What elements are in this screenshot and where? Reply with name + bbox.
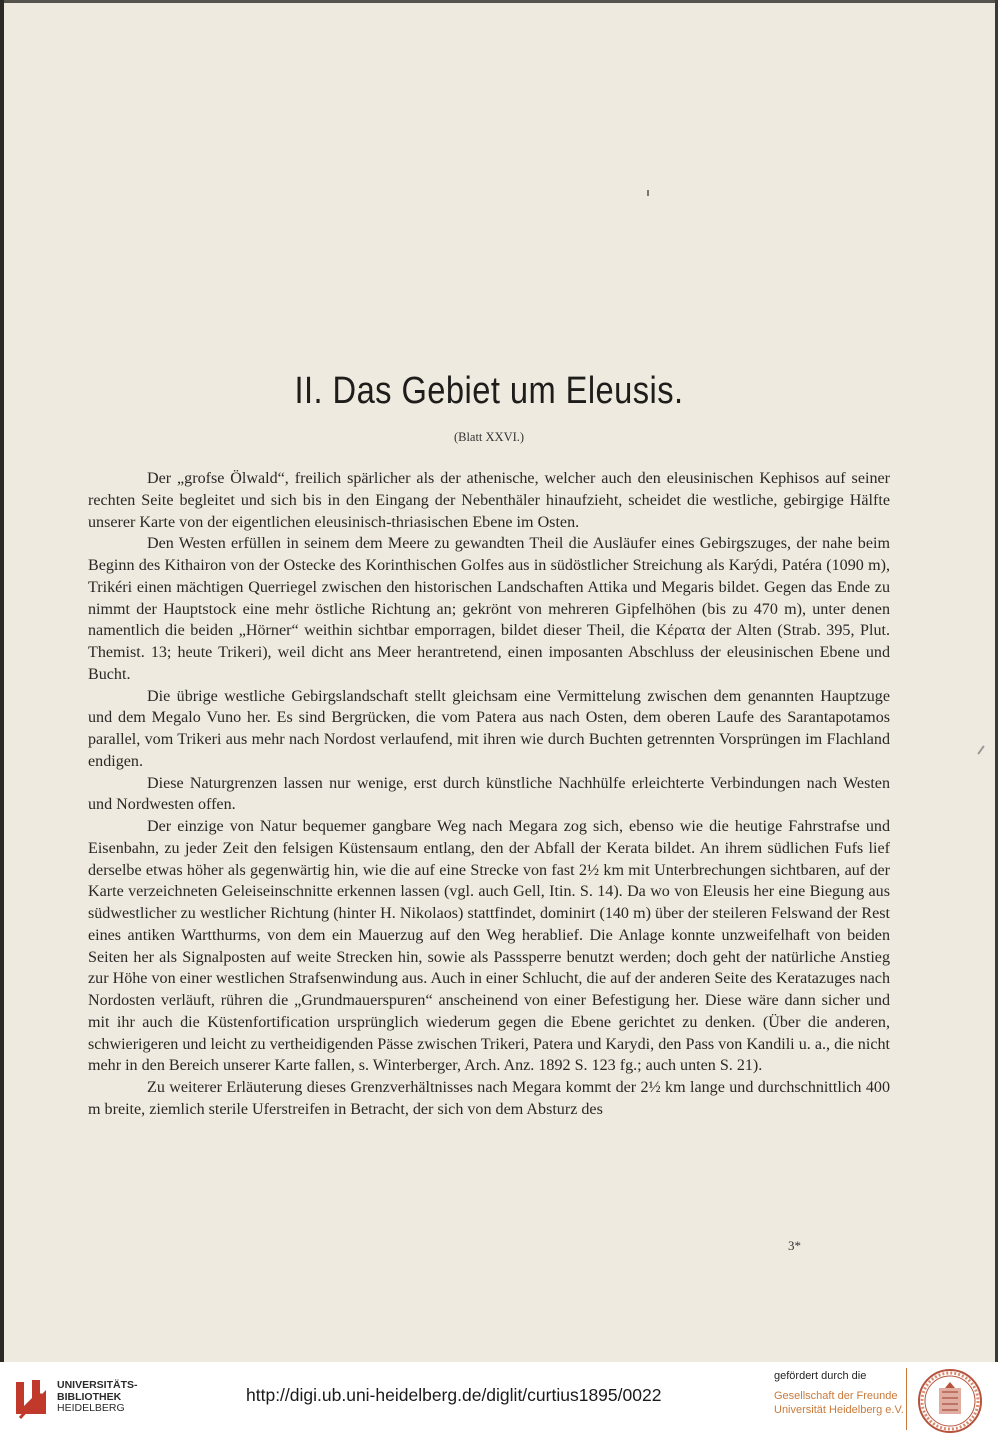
page-number: 3* (788, 1238, 801, 1253)
sponsor-line: Gesellschaft der Freunde (774, 1390, 898, 1402)
university-library-logo-icon (12, 1374, 50, 1420)
paragraph: Zu weiterer Erläuterung dieses Grenzverhältnisses nach Megara kommt der 2½ km lange und durchschnittlich 400 m breite, ziemlich sterile Uferstreifen in Betracht, der sich von dem Absturz des (88, 1079, 890, 1118)
sponsor-line: Universität Heidelberg e.V. (774, 1404, 904, 1416)
sheet-reference: (Blatt XXVI.) (453, 430, 525, 444)
library-line: UNIVERSITÄTS- (57, 1379, 138, 1391)
paragraph: Der einzige von Natur bequemer gangbare Weg nach Megara zog sich, ebenso wie die heutige Fahrstrafse und Eisenbahn, zu jeder Zeit den felsigen Küstensaum entlang, den der Abfall der Kerata bildet. An ihrem südlichen Fufs lief derselbe etwas höher als gegenwärtig hin, wie die auf eine Strecke von fast 2½ km mit Unterbrechungen sichtbaren, auf der Karte verzeichneten Geleiseinschnitte erkennen lassen (vgl. auch Gell, Itin. S. 14). Da wo von Eleusis her eine Biegung aus südwestlicher zu westlicher Richtung (hinter H. Nikolaos) stattfindet, dominirt (140 m) über der steileren Felswand der Rest eines antiken Wartthurms, von dem ein Mauerzug auf den Weg herablief. Die Anlage konnte unzweifelhaft von beiden Seiten her als Signalposten auf weite Strecken hin, sowie als Passsperre benutzt werden; doch geht der natürliche Anstieg zur Höhe von einer westlichen Strafsenwindung aus. Auch in einer Schlucht, die auf der anderen Seite des Keratazuges nach Nordosten verläuft, rühren die „Grundmauerspuren“ anscheinend von einer Befestigung her. Diese wäre dann sicher und mit ihr auch die Küstenfortification ursprünglich wiederum gegen die Ebene gerichtet zu denken. (Über die anderen, schwierigeren und leicht zu vertheidigenden Pässe zwischen Trikeri, Patera und Karydi, den Pass von Kandili u. a., die nicht mehr in den Bereich unserer Karte fallen, s. Winterberger, Arch. Anz. 1892 S. 123 fg.; auch unten S. 21). (88, 818, 890, 1075)
library-line: HEIDELBERG (57, 1402, 125, 1414)
paragraph: Den Westen erfüllen in seinem dem Meere zu gewandten Theil die Ausläufer eines Gebirgszuges, der nahe beim Beginn des Kithairon von der Ostecke des Korinthischen Golfes aus in südöstlicher Streichung als Karýdi, Patéra (1090 m), Trikéri einen mächtigen Querriegel zwischen den historischen Landschaften Attika und Megaris bildet. Gegen das Ende zu nimmt der Hauptstock eine mehr östliche Richtung an; gekrönt von mehreren Gipfelhöhen (bis zu 470 m), unter denen namentlich die beiden „Hörner“ weithin sichtbar emporragen, bildet dieser Theil, die Κέρατα der Alten (Strab. 395, Plut. Themist. 13; heute Trikeri), weil dicht ans Meer herantretend, einen imposanten Abschluss der eleusinischen Ebene und Bucht. (88, 535, 890, 683)
paragraph: Diese Naturgrenzen lassen nur wenige, erst durch künstliche Nachhülfe erleichterte Verbindungen nach Westen und Nordwesten offen. (88, 774, 890, 814)
speck-mark (977, 745, 984, 754)
chapter-title: II. Das Gebiet um Eleusis. (294, 370, 684, 412)
body-text (88, 468, 890, 1121)
university-seal-icon (917, 1368, 983, 1434)
library-name[interactable] (57, 1380, 138, 1415)
speck-mark (647, 190, 649, 196)
sponsor-label: gefördert durch die (774, 1370, 867, 1382)
library-line: BIBLIOTHEK (57, 1390, 122, 1403)
paragraph: Die übrige westliche Gebirgslandschaft stellt gleichsam eine Vermittelung zwischen dem genannten Hauptzuge und dem Megalo Vuno her. Es sind Bergrücken, die vom Patera aus nach Osten, dem oberen Laufe des Sarantapotamos parallel, vom Trikeri aus mehr nach Nordost verlaufend, mit ihren wie durch Buchten getrennten Vorsprüngen im Flachland endigen. (88, 687, 890, 770)
sponsor-name[interactable] (774, 1389, 904, 1417)
footer-divider (906, 1368, 907, 1430)
permalink-url[interactable]: http://digi.ub.uni-heidelberg.de/diglit/curtius1895/0022 (246, 1385, 662, 1405)
paragraph: Der „grofse Ölwald“, freilich spärlicher als der athenische, welcher auch den eleusinischen Kephisos auf seiner rechten Seite begleitet und sich bis in den Eingang der Nebenthäler hinaufzieht, scheidet die westliche, gebirgige Hälfte unserer Karte von der eigentlichen eleusinisch-thriasischen Ebene im Osten. (88, 470, 890, 531)
